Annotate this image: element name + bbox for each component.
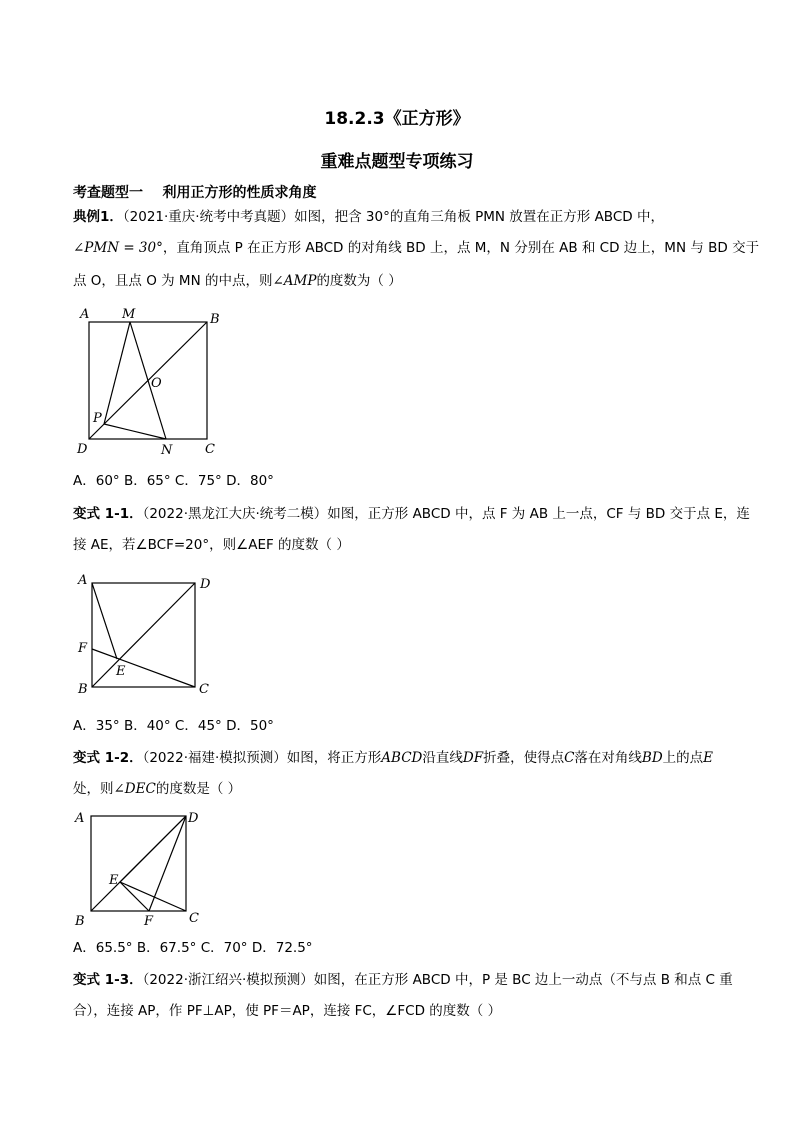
q3-choices: A．65.5° B．67.5° C．70° D．72.5° [73,940,313,956]
q2-label: 变式 1-1． [73,506,143,522]
label-d: D [77,442,88,457]
label-b-3: B [75,914,85,929]
q1-line3: 点 O，且点 O 为 MN 的中点，则∠AMP的度数为（ ） [73,273,402,289]
label-a: A [80,307,90,322]
q4-line1: 变式 1-3．（2022·浙江绍兴·模拟预测）如图，在正方形 ABCD 中，P 是 BC 边上一动点（不与点 B 和点 C 重 [73,972,733,988]
segment-ef [120,882,149,911]
label-c: C [205,442,215,457]
label-e-2: E [116,664,126,679]
label-n: N [161,443,173,458]
q4-label: 变式 1-3． [73,972,143,988]
label-m: M [122,307,136,322]
q3-line1: 变式 1-2．（2022·福建·模拟预测）如图，将正方形ABCD沿直线DF折叠，使得点C落在对角线BD上的点E [73,750,714,766]
q4-line2: 合），连接 AP，作 PF⊥AP，使 PF＝AP，连接 FC，∠FCD 的度数（ ） [73,1003,502,1019]
q2-line1: 变式 1-1．（2022·黑龙江大庆·统考二模）如图，正方形 ABCD 中，点 F 为 AB 上一点，CF 与 BD 交于点 E，连 [73,506,750,522]
q2-choices: A．35° B．40° C．45° D．50° [73,718,274,734]
label-b-2: B [78,682,88,697]
label-p: P [93,411,102,426]
label-c-2: C [199,682,209,697]
section-heading: 考查题型一 利用正方形的性质求角度 [73,185,317,201]
page-subtitle: 重难点题型专项练习 [320,152,474,172]
label-e-3: E [109,873,119,888]
q1-line1: 典例1．（2021·重庆·统考中考真题）如图，把含 30°的直角三角板 PMN 放置在正方形 ABCD 中， [73,209,664,225]
q3-label: 变式 1-2． [73,750,143,766]
q1-line2: ∠PMN = 30°，直角顶点 P 在正方形 ABCD 的对角线 BD 上，点 M，N 分别在 AB 和 CD 边上，MN 与 BD 交于 [73,240,760,256]
segment-de [120,816,186,882]
q2-line2: 接 AE，若∠BCF=20°，则∠AEF 的度数（ ） [73,537,350,553]
q3-line2: 处，则∠DEC的度数是（ ） [73,781,242,797]
segment-ec [120,882,186,911]
label-c-3: C [189,911,199,926]
page-title: 18.2.3《正方形》 [324,109,470,129]
label-d-2: D [200,577,211,592]
q1-label: 典例1． [73,209,123,225]
label-d-3: D [188,811,199,826]
label-f-2: F [78,641,88,656]
label-a-2: A [78,573,88,588]
label-b: B [210,312,220,327]
label-o: O [151,376,162,391]
label-a-3: A [75,811,85,826]
q1-choices: A．60° B．65° C．75° D．80° [73,473,274,489]
label-f-3: F [144,914,154,929]
